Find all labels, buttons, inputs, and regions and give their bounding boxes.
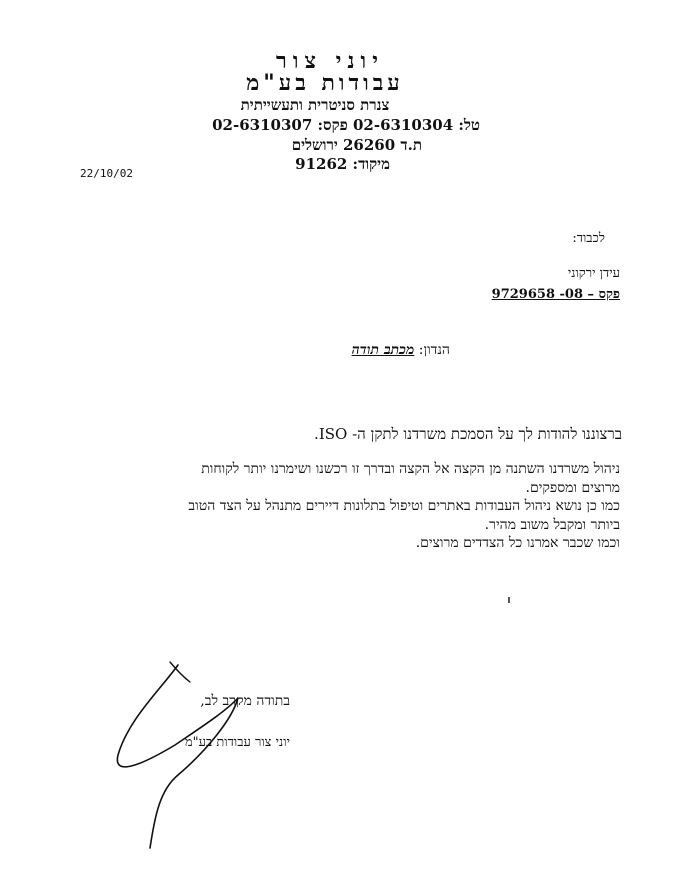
body-paragraph-1: ברצוננו להודות לך על הסמכת משרדנו לתקן ה- ISO. <box>314 425 622 443</box>
body-paragraph-2-line-2: מרוצים ומספקים. <box>525 480 620 496</box>
subject-value: מכתב תודה <box>351 342 415 358</box>
company-type: עבודות בע"מ <box>246 70 404 96</box>
subject-line <box>250 342 450 359</box>
signatory-name: יוני צור עבודות בע"מ <box>184 735 290 750</box>
body-paragraph-4: וכמו שכבר אמרנו כל הצדדים מרוצים. <box>415 535 620 551</box>
recipient-fax: פקס – 08- 9729658 <box>491 287 620 302</box>
body-paragraph-2-line-1: ניהול משרדנו השתנה מן הקצה אל הקצה ובדרך זו רכשנו ושימרנו יותר לקוחות <box>201 461 620 477</box>
to-label: לכבוד: <box>572 231 605 246</box>
closing-line: בתודה מקרב לב, <box>200 693 290 709</box>
subject-label: הנדון: <box>418 342 450 358</box>
recipient-name: עידן ירקוני <box>567 266 620 281</box>
scan-speck <box>508 597 510 603</box>
company-description: צנרת סניטרית ותעשייתית <box>240 96 390 114</box>
body-paragraph-3-line-2: ביותר ומקבל משוב מהיר. <box>484 517 620 533</box>
company-zip: מיקוד: 91262 <box>295 155 390 173</box>
letter-date: 22/10/02 <box>80 167 133 180</box>
company-pobox: ת.ד 26260 ירושלים <box>291 136 422 154</box>
body-paragraph-3-line-1: כמו כן נושא ניהול העבודות באתרים וטיפול בתלונות דיירים מתנהל על הצד הטוב <box>188 498 620 514</box>
company-phone-fax: טל: 02-6310304 פקס: 02-6310307 <box>212 116 480 134</box>
company-name: יוני צור <box>276 48 384 74</box>
